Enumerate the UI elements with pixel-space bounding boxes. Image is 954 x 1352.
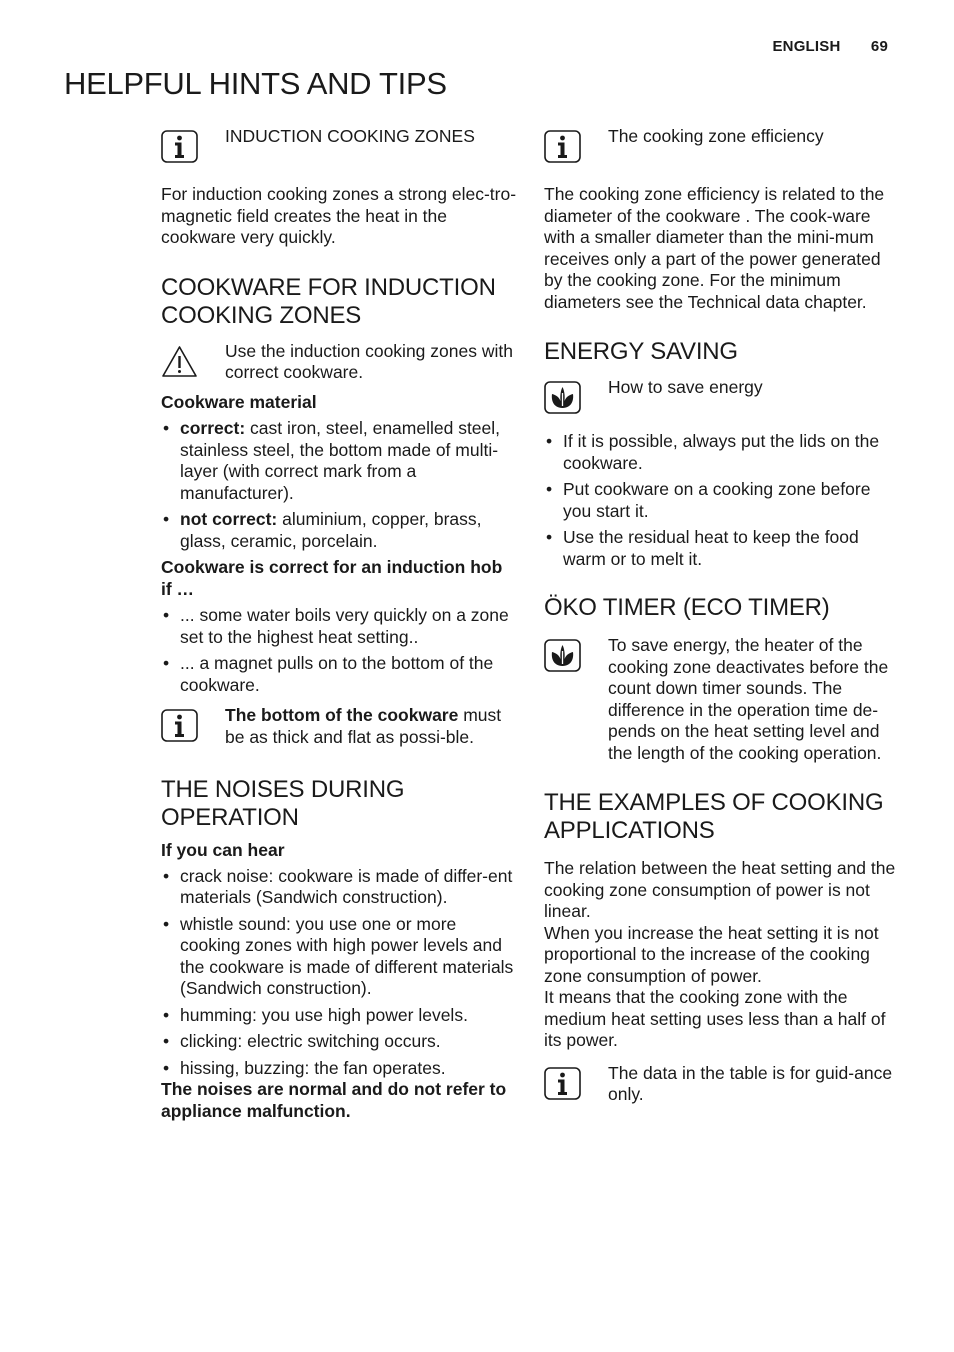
list-item: • hissing, buzzing: the fan operates. xyxy=(161,1058,517,1080)
material-label: correct: xyxy=(180,418,246,438)
list-item: • Use the residual heat to keep the food warm or to melt it. xyxy=(544,527,900,570)
induction-paragraph: For induction cooking zones a strong elec-tro-magnetic field creates the heat in the cookware very quickly. xyxy=(161,184,517,247)
bottom-note-rest: must be as thick and flat as possi-ble. xyxy=(225,705,502,747)
eco-leaf-icon xyxy=(544,639,581,672)
eco-leaf-icon xyxy=(544,381,581,414)
material-text: aluminium, copper, brass, glass, ceramic, porcelain. xyxy=(180,509,482,551)
examples-paragraph-3: It means that the cooking zone with the medium heat setting uses less than a half of its power. xyxy=(544,987,886,1050)
cookware-heading: COOKWARE FOR INDUCTION COOKING ZONES xyxy=(161,273,496,329)
left-column xyxy=(161,124,517,1122)
energy-heading: ENERGY SAVING xyxy=(544,338,738,365)
induction-note-text: INDUCTION COOKING ZONES xyxy=(225,126,475,146)
bottom-note xyxy=(161,703,517,749)
material-list xyxy=(161,418,517,552)
right-column xyxy=(544,124,900,1107)
examples-paragraph-1: The relation between the heat setting and the cooking zone consumption of power is not linear. xyxy=(544,858,896,921)
info-icon xyxy=(544,130,581,163)
list-item: • If it is possible, always put the lids on the cookware. xyxy=(544,431,900,474)
examples-heading: THE EXAMPLES OF COOKING APPLICATIONS xyxy=(544,789,884,844)
efficiency-paragraph: The cooking zone efficiency is related to the diameter of the cookware . The cook-ware with a smaller diameter than the mini-mum receives only a part of the power generated by the cooking zone. For the minimum diameters see the Technical data chapter. xyxy=(544,184,885,312)
noises-heading: THE NOISES DURING OPERATION xyxy=(161,776,405,831)
info-icon xyxy=(544,1067,581,1100)
oko-note xyxy=(544,633,900,764)
correct-heading: Cookware is correct for an induction hob if … xyxy=(161,557,503,599)
header-language: ENGLISH xyxy=(772,38,841,55)
material-heading: Cookware material xyxy=(161,391,317,412)
list-item: • clicking: electric switching occurs. xyxy=(161,1031,517,1053)
table-note-text: The data in the table is for guid-ance only. xyxy=(608,1062,893,1104)
list-item: • ... a magnet pulls on to the bottom of the cookware. xyxy=(161,653,517,696)
header-page-number: 69 xyxy=(870,38,888,55)
induction-note xyxy=(161,124,517,170)
warning-icon xyxy=(161,345,198,378)
correct-list xyxy=(161,605,517,696)
material-label: not correct: xyxy=(180,509,278,529)
efficiency-note xyxy=(544,124,900,170)
energy-note xyxy=(544,375,900,421)
energy-list xyxy=(544,431,900,570)
examples-paragraph-2: When you increase the heat setting it is not proportional to the increase of the cooking zone consumption of power. xyxy=(544,922,879,986)
list-item: • crack noise: cookware is made of differ-ent materials (Sandwich construction). xyxy=(161,866,517,909)
page-title: HELPFUL HINTS AND TIPS xyxy=(64,66,447,101)
hear-heading: If you can hear xyxy=(161,840,285,860)
energy-note-text: How to save energy xyxy=(608,377,763,397)
bottom-note-text xyxy=(225,703,517,748)
info-icon xyxy=(161,709,198,742)
material-text: cast iron, steel, enamelled steel, stainless steel, the bottom made of multi-layer (with correct mark from a manufacturer). xyxy=(180,418,501,503)
page-header xyxy=(772,38,888,55)
table-note xyxy=(544,1061,900,1107)
bottom-note-bold: The bottom of the cookware xyxy=(225,705,459,725)
cookware-warning-text: Use the induction cooking zones with correct cookware. xyxy=(225,340,513,382)
list-item: • ... some water boils very quickly on a zone set to the highest heat setting.. xyxy=(161,605,517,648)
list-item: • humming: you use high power levels. xyxy=(161,1005,517,1027)
cookware-warning-note xyxy=(161,339,517,385)
oko-heading: ÖKO TIMER (ECO TIMER) xyxy=(544,594,830,621)
efficiency-note-text: The cooking zone efficiency xyxy=(608,126,824,146)
list-item: • whistle sound: you use one or more cooking zones with high power levels and the cookware is made of different materials (Sandwich construction). xyxy=(161,914,517,1000)
noises-conclusion: The noises are normal and do not refer to appliance malfunction. xyxy=(161,1079,507,1121)
oko-note-text: To save energy, the heater of the cooking zone deactivates before the count down timer sounds. The difference in the operation time de-pends on the heat setting level and the length of the cooking operation. xyxy=(608,635,889,763)
list-item: • Put cookware on a cooking zone before you start it. xyxy=(544,479,900,522)
material-item-not-correct xyxy=(161,509,517,552)
material-item-correct xyxy=(161,418,517,504)
info-icon xyxy=(161,130,198,163)
noise-list xyxy=(161,866,517,1080)
